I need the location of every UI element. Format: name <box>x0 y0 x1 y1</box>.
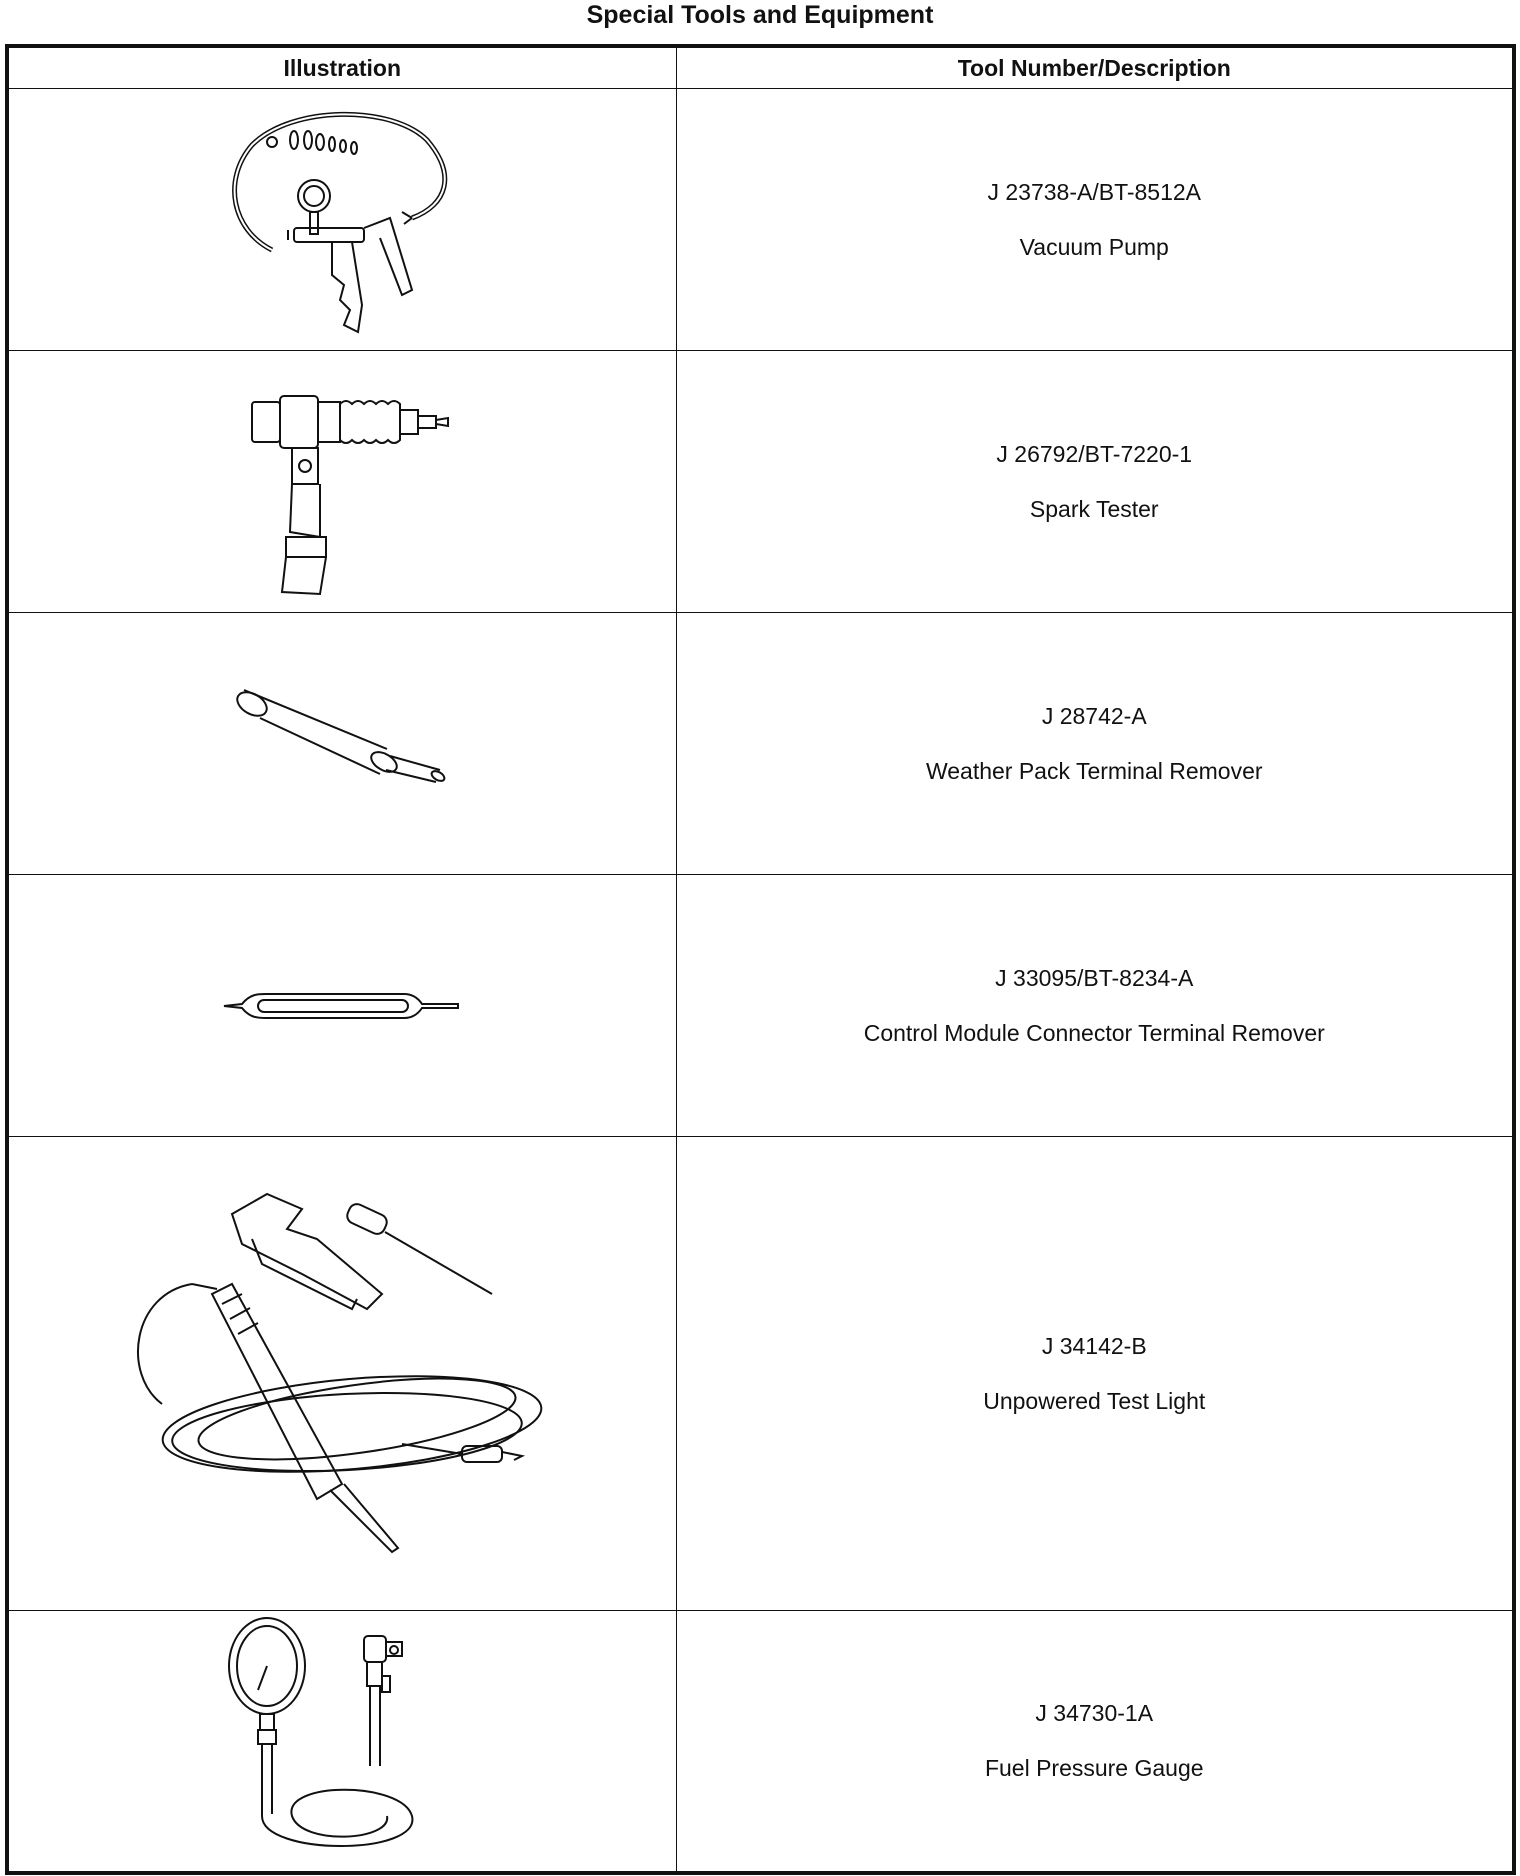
tool-number: J 34142-B <box>1041 1333 1147 1359</box>
tools-table <box>5 44 1516 1875</box>
tool-name: Vacuum Pump <box>1019 234 1169 260</box>
connector-terminal-remover-icon <box>222 986 462 1026</box>
terminal-remover-icon <box>212 674 472 814</box>
description-cell <box>676 1137 1514 1611</box>
tool-name: Spark Tester <box>1029 496 1159 522</box>
illustration-cell <box>7 89 676 351</box>
description-cell <box>676 1611 1514 1873</box>
test-light-icon <box>102 1184 582 1564</box>
illustration-cell <box>7 613 676 875</box>
illustration-cell <box>7 1137 676 1611</box>
table-row <box>7 613 1514 875</box>
table-header-row <box>7 46 1514 89</box>
tool-number: J 28742-A <box>1041 703 1147 729</box>
table-row <box>7 351 1514 613</box>
tool-number: J 23738-A/BT-8512A <box>987 179 1202 205</box>
table-row <box>7 1611 1514 1873</box>
illustration-cell <box>7 1611 676 1873</box>
tool-name: Control Module Connector Terminal Remover <box>863 1020 1325 1046</box>
tool-name: Fuel Pressure Gauge <box>984 1755 1204 1782</box>
tool-number: J 33095/BT-8234-A <box>995 965 1194 991</box>
table-row <box>7 89 1514 351</box>
tool-number: J 26792/BT-7220-1 <box>996 441 1193 467</box>
description-column-header: Tool Number/Description <box>676 46 1514 89</box>
illustration-cell <box>7 351 676 613</box>
description-cell <box>676 613 1514 875</box>
tool-name: Unpowered Test Light <box>983 1388 1206 1414</box>
table-row <box>7 1137 1514 1611</box>
vacuum-pump-icon <box>212 100 472 340</box>
illustration-cell <box>7 875 676 1137</box>
description-cell <box>676 89 1514 351</box>
page-title: Special Tools and Equipment <box>586 1 934 29</box>
spark-tester-icon <box>212 362 472 602</box>
fuel-pressure-gauge-icon <box>222 1616 462 1866</box>
tool-number: J 34730-1A <box>1035 1700 1154 1727</box>
description-cell <box>676 875 1514 1137</box>
description-cell <box>676 351 1514 613</box>
illustration-column-header: Illustration <box>7 46 676 89</box>
tool-name: Weather Pack Terminal Remover <box>925 758 1263 784</box>
table-row <box>7 875 1514 1137</box>
